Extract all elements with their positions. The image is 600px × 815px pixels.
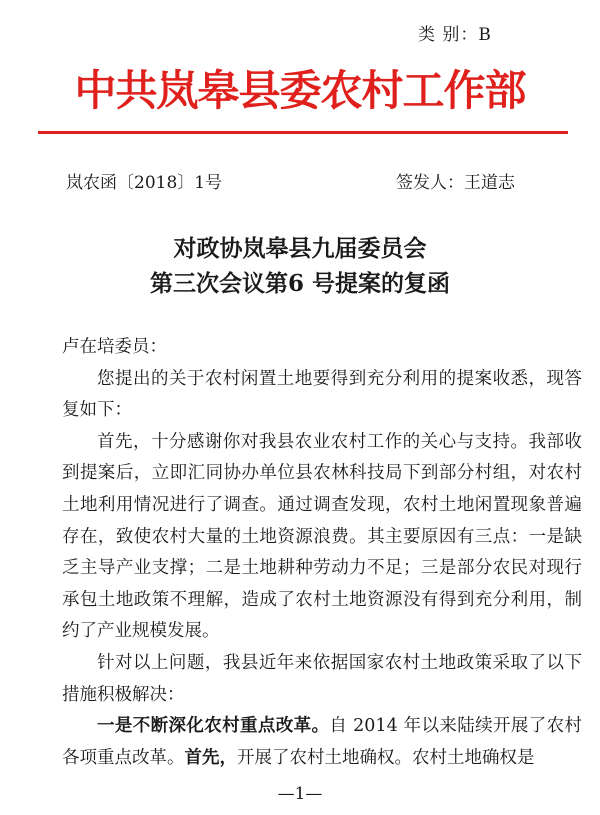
document-title-line-1: 对政协岚皋县九届委员会 [173, 235, 427, 262]
paragraph-1: 您提出的关于农村闲置土地要得到充分利用的提案收悉，现答复如下： [62, 368, 582, 421]
paragraph-4-text-1: 自 2014 年以来陆续开展了农村各项重点改革。 [62, 716, 582, 768]
signer: 签发人：王道志 [396, 173, 515, 193]
masthead-title: 中共岚皋县委农村工作部 [74, 66, 526, 115]
paragraph-4-bold-2: 首先， [184, 747, 237, 768]
red-divider-line [38, 131, 568, 134]
salutation: 卢在培委员： [62, 337, 167, 357]
paragraph-4-text-2: 开展了农村土地确权。农村土地确权是 [237, 747, 535, 768]
document-number: 岚农函〔2018〕1号 [66, 173, 223, 193]
paragraph-4 [62, 711, 582, 774]
document-title-line-2: 第三次会议第6 号提案的复函 [149, 270, 450, 297]
page-number: —1— [277, 784, 323, 804]
paragraph-3: 针对以上问题，我县近年来依据国家农村土地政策采取了以下措施积极解决： [62, 652, 582, 705]
paragraph-4-bold-lead: 一是不断深化农村重点改革。 [97, 716, 330, 737]
document-body [62, 332, 582, 774]
paragraph-2: 首先，十分感谢你对我县农业农村工作的关心与支持。我部收到提案后，立即汇同协办单位县农林科技局下到部分村组，对农村土地利用情况进行了调查。通过调查发现，农村土地闲置现象普遍存在，致使农村大量的土地资源浪费。其主要原因有三点：一是缺乏主导产业支撑；二是土地耕种劳动力不足；三是部分农民对现行承包土地政策不理解，造成了农村土地资源没有得到充分利用，制约了产业规模发展。 [62, 431, 582, 642]
category-label: 类 别：B [418, 25, 492, 45]
